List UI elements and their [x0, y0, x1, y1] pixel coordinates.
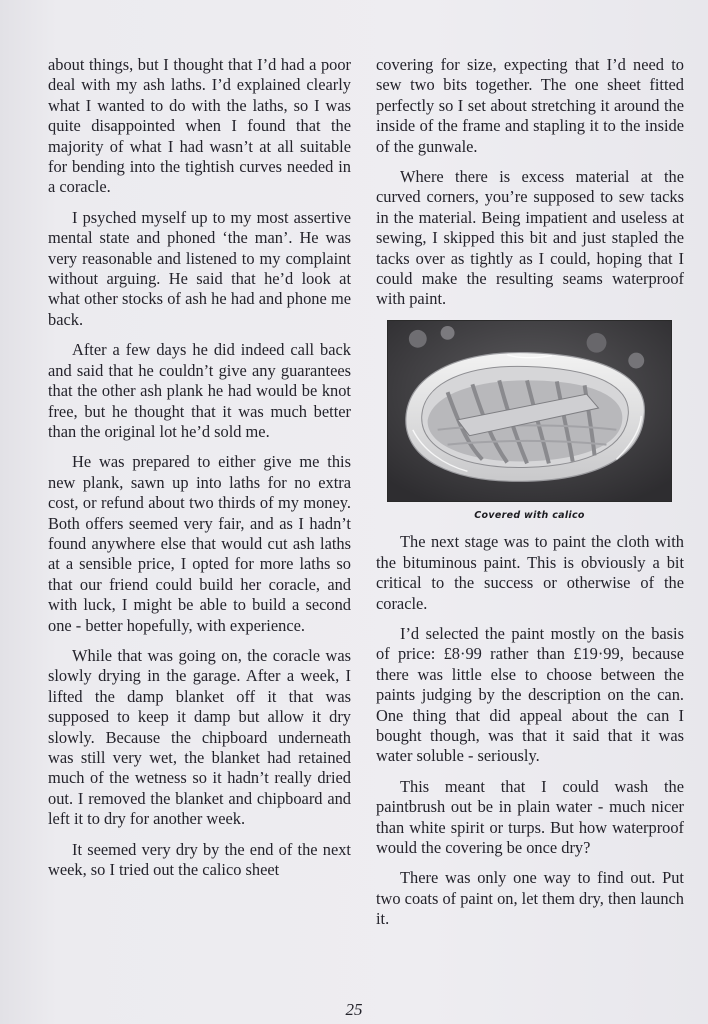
paragraph: There was only one way to find out. Put two coats of paint on, let them dry, then launch it.: [376, 868, 685, 929]
coracle-photo: [387, 320, 672, 502]
page-number: 25: [345, 1000, 363, 1019]
paragraph: This meant that I could wash the paintbrush out be in plain water - much nicer than white spirit or turps. But how waterproof would the covering be once dry?: [376, 776, 684, 857]
right-column: [376, 55, 684, 940]
paragraph: Where there is excess material at the curved corners, you’re supposed to sew tacks in the material. Being impatient and useless at sewing, I skipped this bit and just stapled the tacks over as tightly as I could, hoping that I could make the resulting seams waterproof with paint.: [376, 167, 684, 309]
paragraph: I psyched myself up to my most assertive mental state and phoned ‘the man’. He was very reasonable and listened to my complaint without arguing. He said that he’d look at what other stocks of ash he had and phone me back.: [48, 207, 351, 329]
paragraph: While that was going on, the coracle was slowly drying in the garage. After a week, I lifted the damp blanket off it that was supposed to keep it damp but allow it dry slowly. Because the chipboard underneath was still very wet, the blanket had retained much of the wetness so it hadn’t really dried out. I removed the blanket and chipboard and left it to dry for another week.: [48, 645, 351, 829]
photo-figure: [387, 320, 672, 526]
paragraph: He was prepared to either give me this new plank, sawn up into laths for no extra cost, or refund about two thirds of my money. Both offers seemed very fair, and as I hadn’t found anywhere else that would cut ash laths at a sensible price, I opted for more laths so that our friend could build her coracle, and with luck, I might be able to build a second one - better hopefully, with experience.: [48, 452, 351, 635]
paragraph: covering for size, expecting that I’d need to sew two bits together. The one sheet fitted perfectly so I set about stretching it around the inside of the frame and stapling it to the inside of the gunwale.: [376, 55, 684, 156]
paragraph: After a few days he did indeed call back and said that he couldn’t give any guarantees that the other ash plank he had would be knot free, but he thought that it was much better than the original lot he’d sold me.: [48, 340, 351, 441]
paragraph: I’d selected the paint mostly on the basis of price: £8·99 rather than £19·99, because there was little else to choose between the paints judging by the description on the can. One thing that did appeal about the can I bought though, was that it said that it was water soluble - seriously.: [376, 623, 684, 766]
left-column: [48, 55, 351, 890]
paragraph: about things, but I thought that I’d had a poor deal with my ash laths. I’d explained clearly what I wanted to do with the laths, so I was quite disappointed when I found that the majority of what I had wasn’t at all suitable for bending into the tightish curves needed in a coracle.: [48, 55, 351, 197]
paragraph: The next stage was to paint the cloth with the bituminous paint. This is obviously a bit critical to the success or otherwise of the coracle.: [376, 532, 684, 613]
photo-caption: Covered with calico: [474, 509, 585, 521]
paragraph: It seemed very dry by the end of the next week, so I tried out the calico sheet: [48, 839, 351, 880]
